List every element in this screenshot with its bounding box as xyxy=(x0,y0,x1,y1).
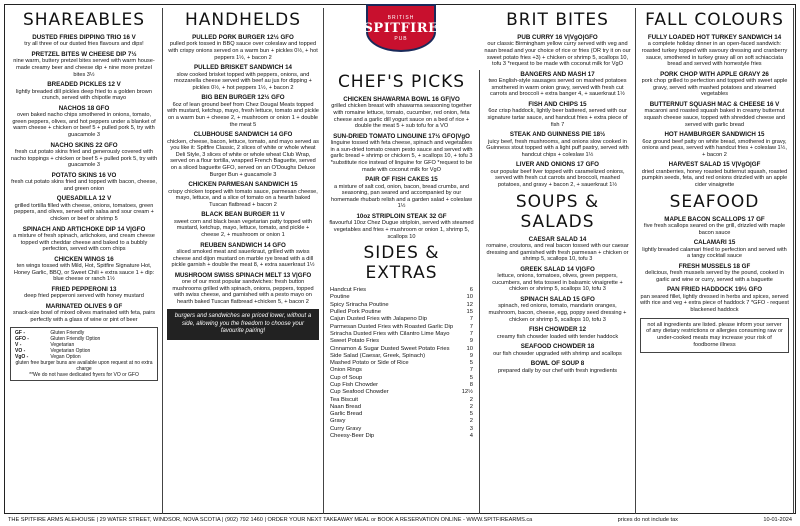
menu-item-description: a complete holiday dinner in an open-faced sandwich: roasted turkey topped with savoury dressing and cranberry sauce, smothered in turkey gravy all on soft schiacciata bread and served with homestyle fries xyxy=(641,41,788,68)
menu-item-description: prepared daily by our chef with fresh ingredients xyxy=(497,367,618,374)
handhelds-list xyxy=(167,34,319,305)
menu-item-description: try all three of our dusted fries flavours and dips! xyxy=(24,41,144,48)
menu-item xyxy=(167,181,319,208)
side-name: Cajun Dusted Fries with Jalapeno Dip xyxy=(330,316,427,323)
menu-item-description: lettuce, onions, tomatoes, olives, green peppers, cucumbers, and feta tossed in balsamic vinaigrette + chicken or shrimp 5, scallops 10, tofu 3 xyxy=(492,273,623,293)
side-price: 9 xyxy=(469,352,473,359)
menu-item xyxy=(640,239,789,260)
menu-item xyxy=(484,326,631,340)
menu-item-name: SEAFOOD CHOWDER 18 xyxy=(520,343,595,351)
menu-item xyxy=(484,236,631,263)
side-name: Cinnamon & Sugar Dusted Sweet Potato Fries xyxy=(330,345,450,352)
side-price: 10 xyxy=(466,294,473,301)
menu-item-name: LIVER AND ONIONS 17 GFO xyxy=(516,161,599,169)
legend-note-2: **We do not have dedicated fryers for VO or GFO xyxy=(29,371,139,378)
menu-item-name: BREADED PICKLES 12 V xyxy=(47,81,121,89)
menu-item-name: DUSTED FRIES DIPPING TRIO 16 V xyxy=(32,34,136,41)
logo-name: SPITFIRE xyxy=(363,20,439,36)
fall-list xyxy=(640,34,789,189)
menu-item-description: creamy fish chowder loaded with tender haddock xyxy=(496,333,619,340)
side-price: 7 xyxy=(469,323,473,330)
menu-item-name: MAPLE BACON SCALLOPS 17 GF xyxy=(664,215,765,223)
side-row xyxy=(328,375,475,382)
shareables-title: SHAREABLES xyxy=(22,10,146,30)
legend-note-1: gluten free burger buns are available upon request at no extra charge xyxy=(15,359,153,372)
menu-item xyxy=(167,64,319,91)
side-price: 15 xyxy=(466,309,473,316)
menu-item-name: BIG BEN BURGER 12½ GFO xyxy=(201,94,285,102)
side-price: 10 xyxy=(466,345,473,352)
menu-item-description: pulled pork tossed in BBQ sauce over coleslaw and topped with crispy onions served on a warm bun + pickles 0½, + hot peppers 1½, + bacon 2 xyxy=(168,41,318,61)
menu-item-description: sweet corn and black bean vegetarian patty topped with mustard, ketchup, mayo, lettuce, tomato, and pickle + cheese 2, + mushroom or onion 1 xyxy=(173,218,313,238)
menu-item-name: BOWL OF SOUP 8 xyxy=(530,360,585,368)
menu-item-name: PAN FRIED HADDOCK 19½ GFO xyxy=(666,286,763,294)
chefs-picks-title: CHEF'S PICKS xyxy=(337,72,466,92)
side-name: Curry Gravy xyxy=(330,425,362,432)
side-name: Parmesan Dusted Fries with Roasted Garlic Dip xyxy=(330,323,454,330)
sides-title: SIDES & EXTRAS xyxy=(363,243,440,284)
menu-item-description: ten wings tossed with Mild, Hot, Spitfire Signature Hot, Honey Garlic, BBQ, or Sweet Chili + extra sauce 1 + dip: blue cheese or ranch 1½ xyxy=(13,263,155,283)
side-price: 12½ xyxy=(461,389,473,396)
side-row xyxy=(328,367,475,374)
side-price: 6 xyxy=(469,287,473,294)
side-price: 9 xyxy=(469,338,473,345)
seafood-list xyxy=(640,216,789,314)
menu-item xyxy=(640,34,789,68)
side-name: Spicy Sriracha Poutine xyxy=(330,301,389,308)
menu-item-description: 6oz crisp haddock, lightly beer battered, served with our signature tartar sauce, and handcut fries + extra piece of fish 7 xyxy=(487,108,628,128)
menu-item xyxy=(484,161,631,188)
side-name: Gravy xyxy=(330,418,346,425)
menu-item-name: FULLY LOADED HOT TURKEY SANDWICH 14 xyxy=(647,34,782,41)
menu-item-description: 6oz of lean ground beef from Chez Dougal Meats topped with mustard, ketchup, mayo, fresh lettuce, tomato and pickle on a warm bun + cheese 2, + mushroom or onion 1 + double the meat 5 xyxy=(167,101,319,128)
menu-item-description: nine warm, buttery pretzel bites served with warm house-made creamy beer and cheese dip + nine more pretzel bites 3½ xyxy=(13,58,155,78)
menu-item xyxy=(10,51,158,78)
menu-item xyxy=(10,105,158,139)
side-name: Sweet Potato Fries xyxy=(330,338,379,345)
side-row xyxy=(328,397,475,404)
side-name: Sriracha Dusted Fries with Cilantro Lime Mayo xyxy=(330,330,450,337)
menu-item-name: CAESAR SALAD 14 xyxy=(528,235,587,243)
menu-item-description: chicken, cheese, bacon, lettuce, tomato, and mayo served as you like it: Spitfire Classic, 2 slices of white or whole wheat Deli Style, 3 slices of white or whole wheat Club Wrap, served on a flour tortilla, wrapped French Baguette, served on a sliced baguette GFO, served on an O'Doughs Deluxe Burger Bun + guacamole 3 xyxy=(167,138,319,178)
menu-item-description: crispy chicken topped with tomato sauce, parmesan cheese, mayo, lettuce, and a slice of tomato on a hearth baked Tuscan flatbread + bacon 2 xyxy=(168,188,318,208)
side-price: 4 xyxy=(469,433,473,440)
side-price: 7 xyxy=(469,367,473,374)
menu-item xyxy=(484,101,631,128)
sides-table xyxy=(328,287,475,440)
menu-item xyxy=(167,94,319,128)
side-name: Side Salad (Caesar, Greek, Spinach) xyxy=(330,352,426,359)
footer-info: THE SPITFIRE ARMS ALEHOUSE | 29 WATER STREET, WINDSOR, NOVA SCOTIA | (902) 792 1460 | ORDER YOUR NEXT TAKEAWAY MEAL or BOOK A RESERVATION ONLINE - WWW.SPITFIREARMS.ca xyxy=(8,517,533,523)
menu-item xyxy=(167,131,319,178)
menu-item-name: FRESH MUSSELS 18 GF xyxy=(678,262,751,270)
menu-item xyxy=(484,296,631,323)
menu-item-description: deep fried pepperoni served with honey mustard xyxy=(24,293,144,300)
brit-bites-title: BRIT BITES xyxy=(506,10,609,30)
menu-item-description: 6oz ground beef patty on white bread, smothered in gravy, onions and peas, served with handcut fries + coleslaw 1½, + bacon 2 xyxy=(642,138,787,158)
menu-item-name: CLUBHOUSE SANDWICH 14 GFO xyxy=(193,131,293,139)
side-name: Garlic Bread xyxy=(330,411,363,418)
menu-item xyxy=(10,81,158,102)
side-name: Naan Bread xyxy=(330,403,361,410)
footer-tax: prices do not include tax xyxy=(617,517,678,523)
menu-item-description: linguine tossed with feta cheese, spinach and vegetables in a sun-dried tomato cream pesto sauce and served with garlic bread + shrimp or chicken 5, + scallops 10, + tofu 3 *substitute rice instead of linguine for GFO *request to be made with coconut milk for VgO xyxy=(330,140,473,173)
menu-item xyxy=(328,96,475,130)
side-name: Cup of Soup xyxy=(330,374,363,381)
logo-top-text: BRITISH xyxy=(387,14,415,21)
legend-meaning: Vegan Option xyxy=(50,353,81,360)
menu-item-description: our fish chowder upgraded with shrimp and scallops xyxy=(493,350,622,357)
menu-item-name: PULLED PORK BURGER 12½ GFO xyxy=(192,34,294,41)
side-row xyxy=(328,287,475,294)
menu-item xyxy=(640,71,789,98)
side-name: Poutine xyxy=(330,294,350,301)
menu-item-description: sliced smoked meat and sauerkraut, grilled with swiss cheese and dijon mustard on marble rye bread with a dill pickle garnish + double the meat 8, + extra sauerkraut 1½ xyxy=(171,248,315,269)
dietary-legend xyxy=(10,327,158,381)
menu-item-description: spinach, red onions, tomato, mandarin oranges, mushroom, bacon, cheese, egg, poppy seed dressing + chicken or shrimp 5, scallops 10, tofu 3 xyxy=(488,303,627,323)
menu-item xyxy=(640,286,789,313)
side-price: 2 xyxy=(469,403,473,410)
menu-item-description: grilled chicken breast with shawarma seasoning together with romaine lettuce, tomato, cucumber, red onion, feta cheese and a garlic dill yogurt sauce on a bed of rice + double the meat 5 + sub tofu for a VO xyxy=(331,103,472,130)
seafood-title: SEAFOOD xyxy=(669,191,760,212)
menu-item xyxy=(10,34,158,48)
menu-item xyxy=(10,195,158,222)
side-name: Pulled Pork Poutine xyxy=(330,309,381,316)
menu-item-name: HARVEST SALAD 15 V|VgO|GF xyxy=(668,161,761,169)
menu-item-name: NACHO SKINS 22 GFO xyxy=(50,141,118,149)
soups-list xyxy=(484,236,631,375)
menu-item-description: a mixture of salt cod, onion, bacon, bread crumbs, and seasoning, pan seared and accompanied by our homemade rhubarb relish and a garden salad + coleslaw 1½ xyxy=(330,183,473,210)
menu-item-name: BLACK BEAN BURGER 11 V xyxy=(201,211,285,219)
legend-code: VgO - xyxy=(15,353,29,360)
menu-item-description: a mixture of fresh spinach, artichokes, and cream cheese topped with cheddar cheese and baked to a bubbly perfection, served with corn chips xyxy=(13,232,155,253)
menu-item-description: delicious, fresh mussels served by the pound, cooked in garlic and wine or curry, served with a baguette xyxy=(645,270,784,283)
menu-item-name: GREEK SALAD 14 V|GFO xyxy=(520,265,595,273)
menu-item-name: FISH AND CHIPS 15 xyxy=(528,100,587,108)
side-row xyxy=(328,382,475,389)
menu-item xyxy=(484,360,631,374)
menu-item-name: SPINACH AND ARTICHOKE DIP 14 V|GFO xyxy=(22,225,146,233)
menu-item-name: PRETZEL BITES W CHEESE DIP 7½ xyxy=(31,51,137,58)
menu-item-name: REUBEN SANDWICH 14 GFO xyxy=(200,241,286,249)
handhelds-column xyxy=(163,8,324,514)
menu-item xyxy=(484,266,631,293)
brit-list xyxy=(484,34,631,189)
menu-item-name: FISH CHOWDER 12 xyxy=(528,326,587,334)
side-row xyxy=(328,316,475,323)
legend-code: V - xyxy=(15,341,22,348)
side-price: 3 xyxy=(469,425,473,432)
legend-code: VO - xyxy=(15,347,26,354)
side-price: 7 xyxy=(469,316,473,323)
menu-item-description: romaine, croutons, and real bacon tossed with our caesar dressing and garnished with fresh parmesan + chicken or shrimp 5, scallops 10, tofu 3 xyxy=(486,242,629,263)
side-price: 5 xyxy=(469,411,473,418)
menu-item xyxy=(640,263,789,284)
legend-code: GF - xyxy=(15,329,25,336)
menu-item xyxy=(10,286,158,300)
menu-item xyxy=(167,34,319,61)
menu-item-description: two English-style sausages served on mashed potatoes smothered in warm onion gravy, served with fresh cut carrots and broccoli + extra banger 4, + sauerkraut 1½ xyxy=(488,78,627,98)
menu-item-name: CHICKEN PARMESAN SANDWICH 15 xyxy=(188,181,298,189)
side-name: Cup Seafood Chowder xyxy=(330,389,389,396)
menu-item-name: PULLED BRISKET SANDWICH 14 xyxy=(194,64,292,72)
side-row xyxy=(328,433,475,440)
side-row xyxy=(328,353,475,360)
soups-title: SOUPS & SALADS xyxy=(515,191,600,232)
menu-item xyxy=(484,34,631,68)
menu-item-name: SPINACH SALAD 15 GFO xyxy=(520,295,595,303)
menu-item xyxy=(328,133,475,173)
side-row xyxy=(328,426,475,433)
menu-item-description: snack-size bowl of mixed olives marinated with feta, pairs perfectly with a glass of wine or pint of beer xyxy=(12,310,156,323)
menu-item-description: fresh cut potato skins fried and generously covered with nacho toppings + chicken or beef 5 + pulled pork 5, try with guacamole 3 xyxy=(10,148,158,169)
menu-item xyxy=(10,172,158,193)
menu-item-description: one of our most popular sandwiches: fresh button mushrooms grilled with spinach, onions, peppers, topped with swiss cheese, and garnished with a pesto mayo on hearth baked Tuscan flatbread +chicken 5, + bacon 2 xyxy=(172,279,314,305)
shareables-column xyxy=(6,8,163,514)
menu-item xyxy=(640,131,789,158)
menu-item-description: our popular beef liver topped with caramelized onions, served with fresh cut carrots and broccoli, mashed potatoes, and gravy + bacon 2, + sauerkraut 1½ xyxy=(490,168,625,188)
side-row xyxy=(328,404,475,411)
menu-item-description: grilled tortilla filled with cheese, onions, tomatoes, green peppers, and olives, served with salsa and sour cream + chicken or beef or shrimp 5 xyxy=(14,202,154,222)
menu-item-description: dried cranberries, honey roasted butternut squash, roasted pumpkin seeds, feta, and red onions drizzled with an apple cider vinaigrette xyxy=(641,168,788,188)
menu-item-name: HOT HAMBURGER SANDWICH 15 xyxy=(664,131,765,139)
fall-column xyxy=(636,8,794,514)
chefs-column xyxy=(324,70,480,514)
menu-item-description: fresh cut potato skins fried and topped with bacon, cheese, and green onion xyxy=(11,179,157,192)
menu-item xyxy=(10,226,158,253)
side-row xyxy=(328,331,475,338)
side-price: 12 xyxy=(466,301,473,308)
menu-item-name: FRIED PEPPERONI 13 xyxy=(51,285,117,293)
menu-item-description: lightly breaded calamari fried to perfection and served with a tangy cocktail sauce xyxy=(642,246,787,260)
side-row xyxy=(328,302,475,309)
side-price: 2 xyxy=(469,396,473,403)
allergy-note: not all ingredients are listed. please inform your server of any dietary restrictions or allergies consuming raw or under-cooked meats may increase your risk of foodborne illness xyxy=(640,318,789,353)
side-row xyxy=(328,309,475,316)
fall-colours-title: FALL COLOURS xyxy=(645,10,784,30)
side-name: Cheesy-Beer Dip xyxy=(330,433,375,440)
menu-item-name: BUTTERNUT SQUASH MAC & CHEESE 16 V xyxy=(649,100,780,108)
handhelds-title: HANDHELDS xyxy=(184,10,302,30)
menu-item xyxy=(484,71,631,98)
legend-meaning: Vegetarian Option xyxy=(50,347,91,354)
menu-item-name: CHICKEN SHAWARMA BOWL 16 GF|VO xyxy=(343,96,460,103)
side-row xyxy=(328,294,475,301)
menu-item-description: juicy beef, fresh mushrooms, and onions slow cooked in Guinness stout topped with a light puff pastry, served with handcut chips + coleslaw 1½ xyxy=(486,138,629,158)
menu-item-name: PORK CHOP WITH APPLE GRAVY 26 xyxy=(660,70,769,78)
menu-item xyxy=(640,161,789,188)
menu-item xyxy=(328,176,475,210)
side-row xyxy=(328,389,475,396)
side-name: Mashed Potato or Side of Rice xyxy=(330,360,409,367)
menu-item xyxy=(10,256,158,283)
menu-item xyxy=(167,242,319,269)
menu-item-name: PUB CURRY 16 V|VgO|GFO xyxy=(517,34,598,41)
side-name: Cup Fish Chowder xyxy=(330,381,379,388)
menu-item-description: our classic Birmingham yellow curry served with veg and naan bread and your choice of rice or fries (OR try it on our sweet potato fries +3) + chicken or shrimp 5, scallops 10, tofu 3 *request to be made with coconut milk for VgO xyxy=(484,41,631,68)
logo-sub-text: PUB xyxy=(394,35,408,42)
spitfire-logo xyxy=(363,4,439,68)
menu-item-description: pan seared fillet, lightly dressed in herbs and spices, served with rice and veg + extra piece of haddock 7 *GFO - request blackened haddock xyxy=(640,293,789,313)
side-row xyxy=(328,338,475,345)
footer xyxy=(8,514,792,526)
side-name: Tea Biscuit xyxy=(330,396,359,403)
menu-item-name: QUESADILLA 12 V xyxy=(56,195,112,203)
side-row xyxy=(328,360,475,367)
menu-item-name: CHICKEN WINGS 16 xyxy=(54,255,114,263)
menu-item-name: STEAK AND GUINNESS PIE 18½ xyxy=(509,131,606,139)
menu-item xyxy=(484,343,631,357)
menu-item-name: MARINATED OLIVES 9 GF xyxy=(45,302,123,310)
menu-item-name: SUN-DRIED TOMATO LINGUINE 17½ GFO|VgO xyxy=(333,132,470,140)
footer-date: 10-01-2024 xyxy=(763,517,792,523)
menu-item-description: five fresh scallops seared on the grill, drizzled with maple bacon sauce xyxy=(643,222,786,236)
side-price: 7 xyxy=(469,330,473,337)
menu-item xyxy=(10,303,158,324)
brit-column xyxy=(480,8,636,514)
menu-item xyxy=(640,101,789,128)
side-row xyxy=(328,346,475,353)
menu-item xyxy=(484,131,631,158)
menu-item-description: flavourful 10oz Chez Dugue striploin, served with steamed vegetables and fries + mushroom or onion 1, shrimp 5, scallops 10 xyxy=(329,220,474,240)
menu-item-description: lightly breaded dill pickles deep fried to a golden brown crunch, served with chipotle mayo xyxy=(16,88,152,102)
menu-item-name: 10oz STRIPLOIN STEAK 32 GF xyxy=(356,212,447,220)
menu-item xyxy=(167,211,319,238)
menu-item xyxy=(328,213,475,240)
side-name: Onion Rings xyxy=(330,367,362,374)
menu-item-description: slow cooked brisket topped with peppers, onions, and mozzarella cheese served with beef au jus for dipping + pickles 0½, + hot peppers 1½, + bacon 2 xyxy=(174,71,312,91)
chefs-list xyxy=(328,96,475,240)
side-row xyxy=(328,411,475,418)
menu-item-name: BANGERS AND MASH 17 xyxy=(520,70,595,78)
menu-item-name: NACHOS 18 GFO xyxy=(58,104,110,112)
side-row xyxy=(328,418,475,425)
promo-box: burgers and sandwiches are priced lower, without a side, allowing you the freedom to choose your favourite pairing! xyxy=(167,309,319,340)
menu-item xyxy=(640,216,789,237)
menu-item-name: MUSHROOM SWISS SPINACH MELT 13 V|GFO xyxy=(174,271,312,279)
side-price: 5 xyxy=(469,360,473,367)
side-name: Handcut Fries xyxy=(330,287,367,294)
legend-meaning: Gluten Friendly Option xyxy=(50,335,101,342)
legend-meaning: Gluten Friendly xyxy=(50,329,85,336)
menu-item-description: oven baked nacho chips smothered in onions, tomato, green peppers, olives, and hot peppers under a blanket of warm cheese + chicken or beef 5 + pulled pork 5, try with guacamole 3 xyxy=(12,112,156,138)
menu-item-description: macaroni and roasted squash baked in creamy butternut squash cheese sauce, topped with shredded cheese and served with garlic bread xyxy=(643,108,786,128)
menu-item xyxy=(167,272,319,306)
side-price: 8 xyxy=(469,381,473,388)
legend-code: GFO - xyxy=(15,335,29,342)
legend-meaning: Vegetarian xyxy=(50,341,75,348)
side-price: 5 xyxy=(469,374,473,381)
menu-item-name: CALAMARI 15 xyxy=(693,239,736,247)
menu-item-name: PAIR OF FISH CAKES 15 xyxy=(365,176,438,184)
side-price: 2 xyxy=(469,418,473,425)
side-row xyxy=(328,324,475,331)
menu-item xyxy=(10,142,158,169)
shareables-list xyxy=(10,34,158,324)
menu-item-name: POTATO SKINS 16 VO xyxy=(51,171,117,179)
menu-item-description: pork chop grilled to perfection and topped with sweet apple gravy, served with mashed potatoes and steamed vegetables xyxy=(641,78,788,98)
